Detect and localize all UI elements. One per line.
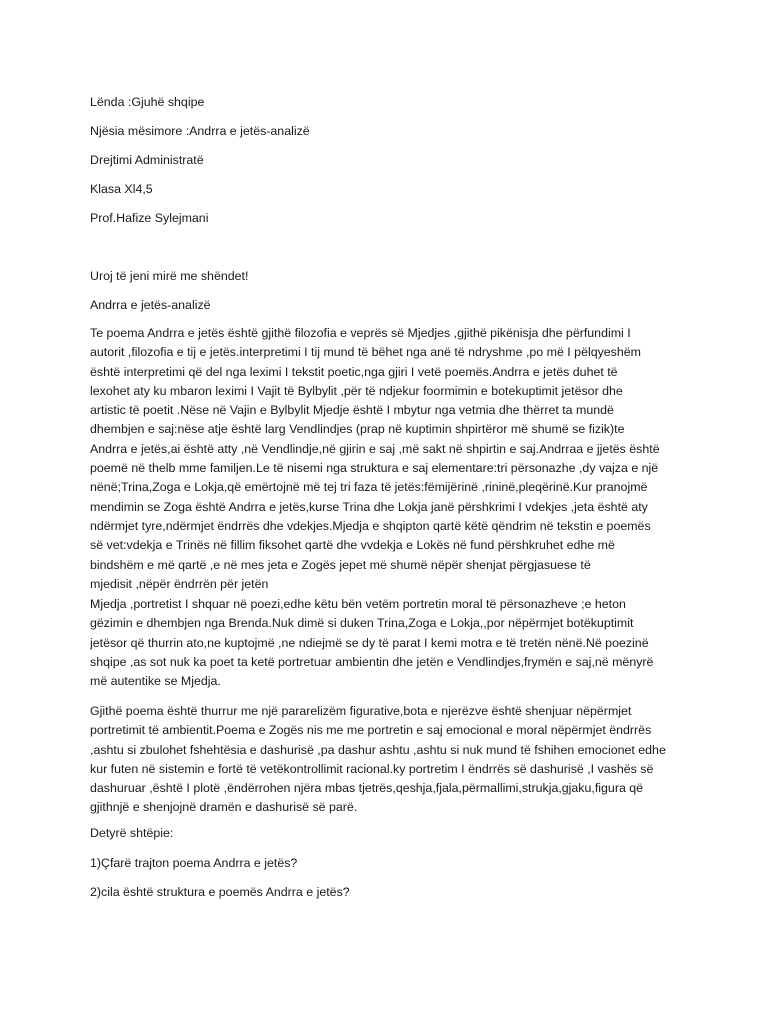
homework-title: Detyrë shtëpie: — [90, 826, 174, 840]
paragraph-line: gjithnjë e shenjojnë dramën e dashurisë së parë. — [90, 800, 358, 815]
paragraph-line: shqipe ,as sot nuk ka poet ta ketë portretuar ambientin dhe jetën e Vendlindjes,frymën e saj,në mënyrë — [90, 654, 654, 669]
paragraph-line: nënë;Trina,Zoga e Lokja,që emërtojnë më tej tri faza të jetës:fëmijërinë ,rininë,pleqërinë.Kur pranojmë — [90, 480, 648, 495]
paragraph-line: Gjithë poema është thurrur me një pararelizëm figurative,bota e njerëzve është shenjuar nëpërmjet — [90, 704, 632, 718]
paragraph-line: më autentike se Mjedja. — [90, 674, 221, 689]
paragraph-line: dhembjen e saj:nëse atje është larg Vendlindjes (prap në kuptimin shpirtëror më shumë se fizik)te — [90, 422, 625, 437]
paragraph-2 — [90, 595, 680, 691]
direction-line: Drejtimi Administratë — [90, 153, 204, 167]
paragraph-line: portretimit të ambientit.Poema e Zogës nis me me portretin e saj emocional e moral nëpërmjet ëndrrës — [90, 723, 652, 738]
paragraph-line: poemë në thelb mme familjen.Le të nisemi nga struktura e saj elementare:tri përsonazhe ,dy vajza e një — [90, 461, 659, 476]
paragraph-line: jetësor që thurrin ato,ne kuptojmë ,ne ndiejmë se dy të parat I kemi motra e të tretën nënë.Në poezinë — [90, 635, 649, 650]
paragraph-line: bindshëm e më qartë ,e në mes jeta e Zogës jepet më shumë nëpër shenjat përgjasuese të — [90, 557, 591, 572]
paragraph-line: gëzimin e dhembjen nga Brenda.Nuk dimë si duken Trina,Zoga e Lokja,,por nëpërmjet botëkuptimit — [90, 616, 634, 631]
paragraph-line: dashuruar ,është I plotë ,ëndërrohen njëra mbas tjetrës,qeshja,fjala,përmallimi,strukja,gjaku,figura që — [90, 781, 644, 796]
paragraph-line: së vet:vdekja e Trinës në fillim fiksohet qartë dhe vvdekja e Lokës në fund përshkruhet edhe më — [90, 538, 615, 553]
paragraph-line: mjedisit ,nëpër ëndrrën për jetën — [90, 576, 269, 591]
paragraph-3 — [90, 702, 680, 818]
paragraph-line: Andrra e jetës,ai është atty ,në Vendlindje,në gjirin e saj ,më sakt në shpirtin e saj.Andrraa e jjetës është — [90, 441, 660, 456]
paragraph-line: Te poema Andrra e jetës është gjithë filozofia e veprës së Mjedjes ,gjithë pikënisja dhe përfundimi I — [90, 326, 631, 340]
greeting: Uroj të jeni mirë me shëndet! — [90, 269, 249, 283]
unit-line: Njësia mësimore :Andrra e jetës-analizë — [90, 124, 310, 138]
paragraph-1 — [90, 324, 680, 594]
homework-question-1: 1)Çfarë trajton poema Andrra e jetës? — [90, 856, 298, 870]
teacher-line: Prof.Hafize Sylejmani — [90, 211, 209, 225]
paragraph-line: artistic të poetit .Nëse në Vajin e Bylbylit Mjedje është I mbytur nga vetmia dhe thërret ta mundë — [90, 403, 614, 418]
paragraph-line: lexohet aty ku mbaron leximi I Vajit të Bylbylit ,për të ndjekur foormimin e botekuptimit jetësor dhe — [90, 383, 623, 398]
paragraph-line: ndërmjet tyre,ndërmjet ëndrrës dhe vdekjes.Mjedja e shqipton qartë këtë qëndrim në tekstin e poemës — [90, 518, 651, 533]
paragraph-line: Mjedja ,portretist I shquar në poezi,edhe këtu bën vetëm portretin moral të përsonazheve ;e heton — [90, 597, 626, 611]
paragraph-line: kur futen në sistemin e fortë të vetëkontrollimit racional.ky portretim I ëndrrës së dashurisë ,I vashës së — [90, 761, 654, 776]
class-line: Klasa Xl4,5 — [90, 182, 153, 196]
subject-line: Lënda :Gjuhë shqipe — [90, 95, 205, 109]
paragraph-line: është interpretimi që del nga leximi I tekstit poetic,nga gjiri I vetë poemës.Andrra e jetës duhet të — [90, 364, 618, 379]
paragraph-line: mendimin se Zoga është Andrra e jetës,kurse Trina dhe Lokja janë përshkrimi I vdekjes ,jeta është aty — [90, 499, 648, 514]
paragraph-line: autorit ,filozofia e tij e jetës.interpretimi I tij mund të bëhet nga anë të ndryshme ,po më I pëlqyeshëm — [90, 345, 641, 360]
paragraph-line: ,ashtu si zbulohet fshehtësia e dashurisë ,pa dashur ashtu ,ashtu si nuk mund të fshihen emocionet edhe — [90, 742, 666, 757]
section-title: Andrra e jetës-analizë — [90, 298, 211, 312]
homework-question-2: 2)cila është struktura e poemës Andrra e jetës? — [90, 885, 350, 899]
